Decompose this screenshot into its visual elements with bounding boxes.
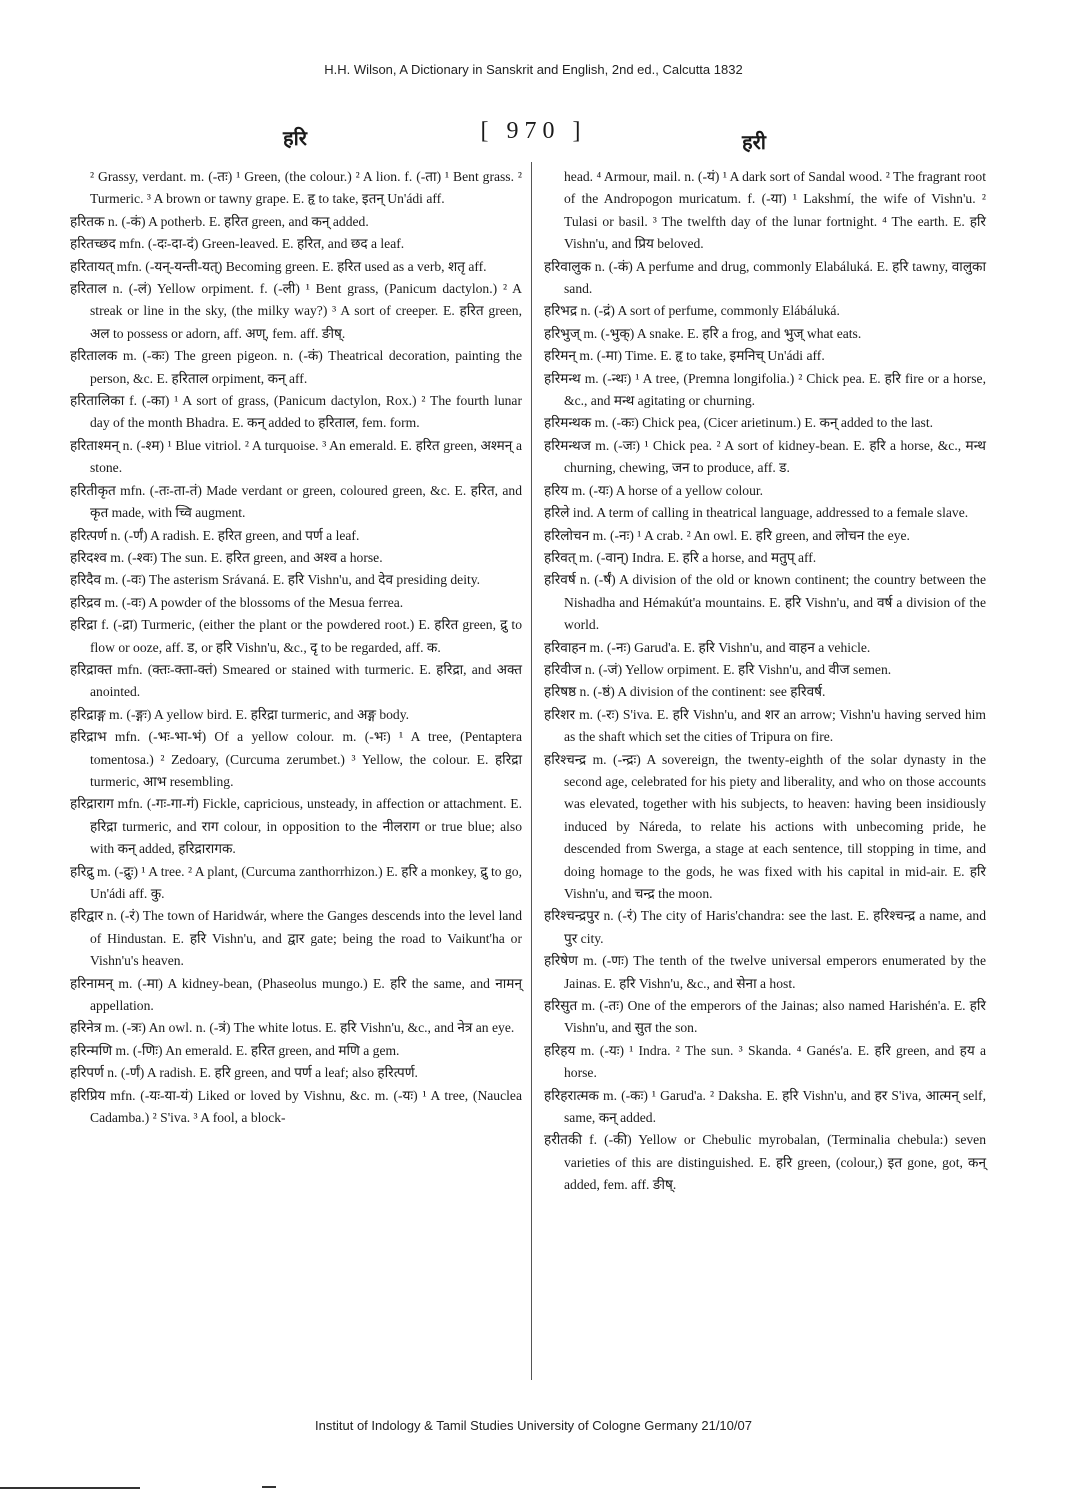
edge-mark-small: [262, 1486, 276, 1488]
dictionary-entry: हरिद्राङ्ग m. (-ङ्गः) A yellow bird. E. हरिद्रा turmeric, and अङ्ग body.: [70, 706, 410, 722]
dictionary-entry: हरिवर्ष n. (-र्षं) A division of the old or known continent; the country between the Nishadha and Hémakút'a mountains. E. हरि Vishn'u, and वर्ष a division of the world.: [544, 572, 986, 633]
dictionary-entry: हरितालक m. (-कः) The green pigeon. n. (-कं) Theatrical decoration, painting the person, &c. E. हरिताल orpiment, कन् aff.: [70, 348, 522, 386]
footer-line: Institut of Indology & Tamil Studies University of Cologne Germany 21/10/07: [315, 1418, 752, 1433]
dictionary-entry: हरिनामन् m. (-मा) A kidney-bean, (Phaseolus mungo.) E. हरि the same, and नामन् appellation.: [70, 975, 522, 1014]
dictionary-entry: हरिहय m. (-यः) ¹ Indra. ² The sun. ³ Skanda. ⁴ Ganés'a. E. हरि green, and हय a horse.: [544, 1042, 986, 1081]
header-line: H.H. Wilson, A Dictionary in Sanskrit and English, 2nd ed., Calcutta 1832: [324, 62, 743, 77]
dictionary-entry: हरिन्मणि m. (-णिः) An emerald. E. हरित green, and मणि a gem.: [70, 1042, 400, 1058]
dictionary-entry: हरितक n. (-कं) A potherb. E. हरित green, and कन् added.: [70, 213, 369, 229]
dictionary-entry: हरिशर m. (-रः) S'iva. E. हरि Vishn'u, and शर an arrow; Vishn'u having served him as the shaft which set the cities of Tripura on fire.: [544, 706, 986, 745]
dictionary-entry: हरिश्चन्द्र m. (-न्द्रः) A sovereign, the twenty-eighth of the solar dynasty in the second age, celebrated for his piety and liberality, and who on those accounts was elevated, together with his subjects, to heaven: having been insidiously induced by Náreda, to relate his actions with unbecoming pride, he descended from Swerga, a stage at each sentence, till stopping in time, and doing homage to the gods, he was fixed with his capital in mid-air. E. हरि Vishn'u, and चन्द्र the moon.: [544, 751, 986, 901]
dictionary-entry: हरिश्चन्द्रपुर n. (-रं) The city of Haris'chandra: see the last. E. हरिश्चन्द्र a name, and पुर city.: [544, 908, 986, 946]
dictionary-entry: हरिवीज n. (-जं) Yellow orpiment. E. हरि Vishn'u, and वीज semen.: [544, 661, 892, 677]
dictionary-entry: हरिलोचन m. (-नः) ¹ A crab. ² An owl. E. हरि green, and लोचन the eye.: [544, 527, 910, 543]
dictionary-entry: हरिनेत्र m. (-त्रः) An owl. n. (-त्रं) The white lotus. E. हरि Vishn'u, &c., and नेत्र an eye.: [70, 1020, 515, 1036]
running-head-left: हरि: [283, 128, 307, 150]
dictionary-entry: ² Grassy, verdant. m. (-तः) ¹ Green, (the colour.) ² A lion. f. (-ता) ¹ Bent grass. ² Turmeric. ³ A brown or tawny grape. E. हृ to take, इतन् Un'ádi aff.: [90, 169, 522, 207]
dictionary-entry: हरिताल n. (-लं) Yellow orpiment. f. (-ली) ¹ Bent grass, (Panicum dactylon.) ² A streak or line in the sky, (the milky way?) ³ A sort of creeper. E. हरित green, अल to possess or adorn, aff. अण्, fem. aff. ङीष्.: [70, 281, 522, 341]
dictionary-entry: हरिद्वार n. (-रं) The town of Haridwár, where the Ganges descends into the level land of Hindustan. E. हरि Vishn'u, and द्वार gate; being the road to Vaikunt'ha or Vishn'u's heaven.: [70, 908, 522, 969]
dictionary-entry: हरिहरात्मक m. (-कः) ¹ Garud'a. ² Daksha. E. हरि Vishn'u, and हर S'iva, आत्मन् self, same, कन् added.: [544, 1087, 986, 1126]
dictionary-entry: हरिपर्ण n. (-र्णं) A radish. E. हरि green, and पर्ण a leaf; also हरित्पर्ण.: [70, 1065, 418, 1081]
dictionary-entry: हरितच्छद mfn. (-दः-दा-दं) Green-leaved. E. हरित, and छद a leaf.: [70, 236, 405, 252]
dictionary-entry: हरिद्राराग mfn. (-गः-गा-गं) Fickle, capricious, unsteady, in affection or attachment. E. हरिद्रा turmeric, and राग colour, in opposition to the नीलराग or true blue; also with कन् added, हरिद्रारागक.: [70, 796, 522, 857]
running-head-right: हरी: [742, 132, 766, 154]
dictionary-entry: हरिसुत m. (-तः) One of the emperors of the Jainas; also named Harishén'a. E. हरि Vishn'u, and सुत the son.: [544, 998, 986, 1036]
dictionary-entry: head. ⁴ Armour, mail. n. (-यं) ¹ A dark sort of Sandal wood. ² The fragrant root of the Andropogon muricatum. f. (-या) ¹ Lakshmí, the wife of Vishn'u. ² Tulasi or basil. ³ The twelfth day of the lunar fortnight. ⁴ The earth. E. हरि Vishn'u, and प्रिय beloved.: [564, 169, 986, 252]
edge-mark: [0, 1487, 140, 1489]
dictionary-entry: हरिभद्र n. (-द्रं) A sort of perfume, commonly Elábáluká.: [544, 303, 840, 319]
dictionary-entry: हरिवत् m. (-वान्) Indra. E. हरि a horse, and मतुप् aff.: [544, 549, 817, 565]
page-number: [ 970 ]: [480, 118, 587, 144]
right-column: [544, 166, 986, 1197]
dictionary-entry: हरिताश्मन् n. (-श्म) ¹ Blue vitriol. ² A turquoise. ³ An emerald. E. हरित green, अश्मन् a stone.: [70, 437, 522, 476]
dictionary-entry: हरितालिका f. (-का) ¹ A sort of grass, (Panicum dactylon, Rox.) ² The fourth lunar day of the month Bhadra. E. कन् added to हरिताल, fem. form.: [70, 393, 522, 431]
dictionary-entry: हरिषेण m. (-णः) The tenth of the twelve universal emperors enumerated by the Jainas. E. हरि Vishn'u, &c., and सेना a host.: [544, 953, 986, 991]
dictionary-entry: हरिवाहन m. (-नः) Garud'a. E. हरि Vishn'u, and वाहन a vehicle.: [544, 639, 871, 655]
dictionary-entry: हरिद्रव m. (-वः) A powder of the blossoms of the Mesua ferrea.: [70, 594, 404, 610]
dictionary-entry: हरिय m. (-यः) A horse of a yellow colour.: [544, 482, 764, 498]
column-divider: [531, 162, 532, 1380]
dictionary-entry: हरिद्राभ mfn. (-भः-भा-भं) Of a yellow colour. m. (-भः) ¹ A tree, (Pentaptera tomentosa.) ² Zedoary, (Curcuma zerumbet.) ³ Yellow, the colour. E. हरिद्रा turmeric, आभ resembling.: [70, 729, 522, 789]
dictionary-entry: हरिद्राक्त mfn. (क्तः-क्ता-क्तं) Smeared or stained with turmeric. E. हरिद्रा, and अक्त anointed.: [70, 661, 522, 700]
dictionary-entry: हरिमन्थक m. (-कः) Chick pea, (Cicer arietinum.) E. कन् added to the last.: [544, 415, 934, 431]
left-column: [70, 166, 522, 1129]
dictionary-entry: हरिवालुक n. (-कं) A perfume and drug, commonly Elabáluká. E. हरि tawny, वालुका sand.: [544, 258, 986, 297]
running-head: [0, 118, 1067, 158]
dictionary-entry: हरितायत् mfn. (-यन्-यन्ती-यत्) Becoming green. E. हरित used as a verb, शतृ aff.: [70, 258, 487, 274]
dictionary-entry: हरिषष्ठ n. (-ष्ठं) A division of the continent: see हरिवर्ष.: [544, 684, 826, 700]
dictionary-entry: हरितीकृत mfn. (-तः-ता-तं) Made verdant or green, coloured green, &c. E. हरित, and कृत made, with च्वि augment.: [70, 482, 522, 521]
dictionary-entry: हरीतकी f. (-की) Yellow or Chebulic myrobalan, (Terminalia chebula:) seven varieties of this are distinguished. E. हरि green, (colour,) इत gone, got, कन् added, fem. aff. ङीष्.: [544, 1132, 986, 1193]
dictionary-entry: हरिभुज् m. (-भुक्) A snake. E. हरि a frog, and भुज् what eats.: [544, 325, 862, 341]
dictionary-entry: हरिमन्थज m. (-जः) ¹ Chick pea. ² A sort of kidney-bean. E. हरि a horse, &c., मन्थ churning, chewing, जन to produce, aff. ड.: [544, 437, 986, 476]
dictionary-entry: हरिले ind. A term of calling in theatrical language, addressed to a female slave.: [544, 505, 969, 521]
dictionary-entry: हरिद्रु m. (-द्रुः) ¹ A tree. ² A plant, (Curcuma zanthorrhizon.) E. हरि a monkey, द्रु to go, Un'ádi aff. कु.: [70, 863, 522, 901]
dictionary-entry: हरिप्रिय mfn. (-यः-या-यं) Liked or loved by Vishnu, &c. m. (-यः) ¹ A tree, (Nauclea Cadamba.) ² S'iva. ³ A fool, a block-: [70, 1087, 522, 1126]
dictionary-entry: हरिमन्थ m. (-न्थः) ¹ A tree, (Premna longifolia.) ² Chick pea. E. हरि fire or a horse, &c., and मन्थ agitating or churning.: [544, 370, 986, 409]
dictionary-entry: हरित्पर्ण n. (-र्णं) A radish. E. हरित green, and पर्ण a leaf.: [70, 527, 360, 543]
dictionary-entry: हरिदैव m. (-वः) The asterism Srávaná. E. हरि Vishn'u, and देव presiding deity.: [70, 572, 481, 588]
dictionary-entry: हरिदश्व m. (-श्वः) The sun. E. हरित green, and अश्व a horse.: [70, 549, 383, 565]
dictionary-entry: हरिद्रा f. (-द्रा) Turmeric, (either the plant or the powdered root.) E. हरित green, द्रु to flow or ooze, aff. ड, or हरि Vishn'u, &c., दृ to be regarded, aff. क.: [70, 617, 522, 655]
dictionary-entry: हरिमन् m. (-मा) Time. E. हृ to take, इमनिच् Un'ádi aff.: [544, 348, 825, 364]
